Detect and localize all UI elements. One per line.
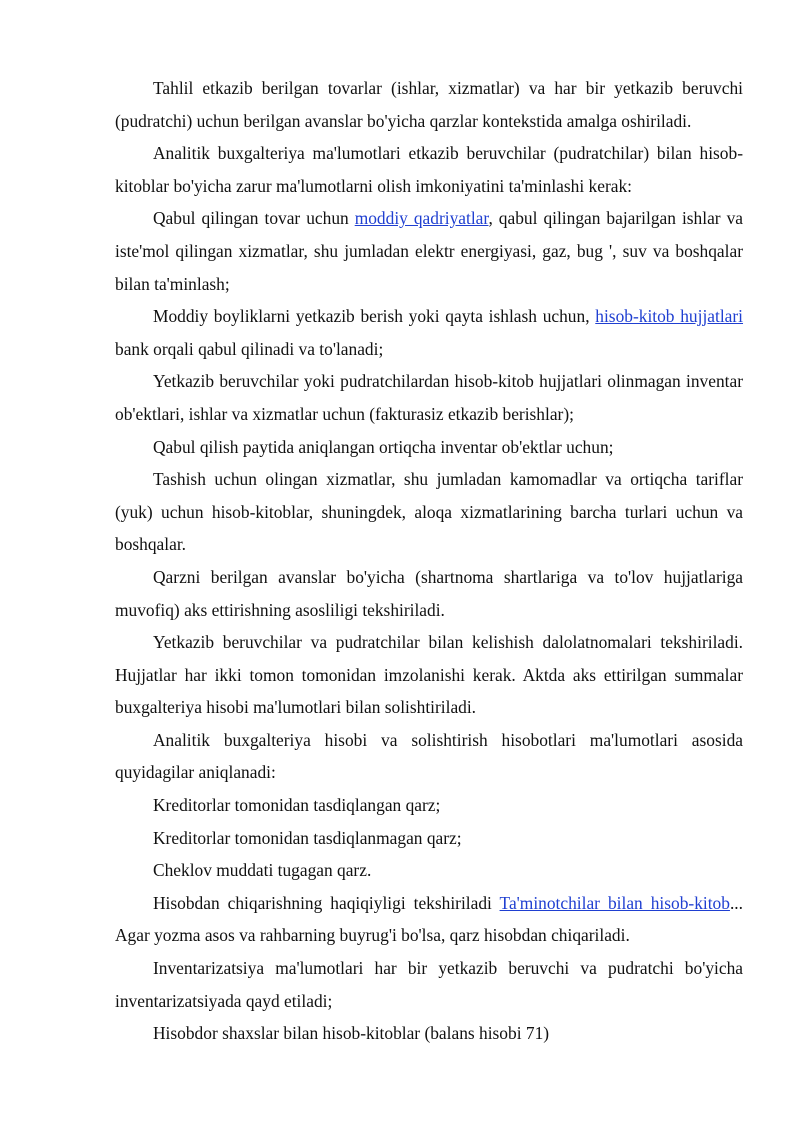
paragraph — [115, 202, 743, 300]
paragraph-text: Kreditorlar tomonidan tasdiqlanmagan qarz; — [153, 827, 462, 848]
link-moddiy-qadriyatlar[interactable]: moddiy qadriyatlar — [354, 208, 489, 229]
paragraph-text: Analitik buxgalteriya hisobi va solishtirish hisobotlari ma'lumotlari asosida quyidagilar aniqlanadi: — [115, 729, 743, 783]
paragraph-text: Tahlil etkazib berilgan tovarlar (ishlar, xizmatlar) va har bir yetkazib beruvchi (pudratchi) uchun berilgan avanslar bo'yicha qarzlar kontekstida amalga oshiriladi. — [115, 78, 743, 131]
document-body — [115, 72, 743, 1050]
list-item — [115, 854, 743, 887]
paragraph — [115, 300, 743, 365]
paragraph — [115, 724, 743, 789]
paragraph — [115, 137, 743, 202]
list-item — [115, 789, 743, 822]
paragraph-text: Cheklov muddati tugagan qarz. — [153, 860, 372, 881]
paragraph-text: Qabul qilingan tovar uchun — [153, 208, 355, 229]
paragraph — [115, 365, 743, 430]
paragraph-text: Qabul qilish paytida aniqlangan ortiqcha inventar ob'ektlar uchun; — [153, 436, 614, 457]
paragraph-text: ... Agar yozma asos va rahbarning buyrug'i bo'lsa, qarz hisobdan chiqariladi. — [115, 892, 743, 946]
section-heading — [115, 1017, 743, 1050]
paragraph-text: Hisobdan chiqarishning haqiqiyligi tekshiriladi — [153, 892, 500, 913]
paragraph-text: Yetkazib beruvchilar va pudratchilar bilan kelishish dalolatnomalari tekshiriladi. Hujjatlar har ikki tomon tomonidan imzolanishi kerak. Aktda aks ettirilgan summalar buxgalteriya hisobi ma'lumotlari bilan solishtiriladi. — [115, 632, 743, 718]
paragraph — [115, 431, 743, 464]
paragraph — [115, 72, 743, 137]
paragraph-text: Qarzni berilgan avanslar bo'yicha (shartnoma shartlariga va to'lov hujjatlariga muvofiq) aks ettirishning asosliligi tekshiriladi. — [115, 566, 743, 620]
paragraph — [115, 561, 743, 626]
paragraph-text: Kreditorlar tomonidan tasdiqlangan qarz; — [153, 795, 441, 816]
paragraph-text: , qabul qilingan bajarilgan ishlar va iste'mol qilingan xizmatlar, shu jumladan elektr energiyasi, gaz, bug ', suv va boshqalar bilan ta'minlash; — [115, 208, 743, 294]
paragraph — [115, 463, 743, 561]
paragraph-text: Tashish uchun olingan xizmatlar, shu jumladan kamomadlar va ortiqcha tariflar (yuk) uchun hisob-kitoblar, shuningdek, aloqa xizmatlarining barcha turlari uchun va boshqalar. — [115, 469, 743, 555]
paragraph — [115, 626, 743, 724]
paragraph-text: Hisobdor shaxslar bilan hisob-kitoblar (balans hisobi 71) — [153, 1023, 550, 1044]
paragraph-text: Moddiy boyliklarni yetkazib berish yoki qayta ishlash uchun, — [153, 306, 596, 327]
paragraph — [115, 952, 743, 1017]
paragraph-text: bank orqali qabul qilinadi va to'lanadi; — [115, 338, 384, 359]
paragraph-text: Analitik buxgalteriya ma'lumotlari etkazib beruvchilar (pudratchilar) bilan hisob-kitoblar bo'yicha zarur ma'lumotlarni olish imkoniyatini ta'minlashi kerak: — [115, 143, 743, 196]
paragraph-text: Yetkazib beruvchilar yoki pudratchilardan hisob-kitob hujjatlari olinmagan inventar ob'ektlari, ishlar va xizmatlar uchun (fakturasiz etkazib berishlar); — [115, 371, 743, 424]
link-taminotchilar-bilan-hisob-kitob[interactable]: Ta'minotchilar bilan hisob-kitob — [499, 892, 730, 913]
link-hisob-kitob-hujjatlari[interactable]: hisob-kitob hujjatlari — [595, 306, 744, 327]
paragraph — [115, 887, 743, 952]
paragraph-text: Inventarizatsiya ma'lumotlari har bir yetkazib beruvchi va pudratchi bo'yicha inventarizatsiyada qayd etiladi; — [115, 958, 743, 1011]
list-item — [115, 822, 743, 855]
